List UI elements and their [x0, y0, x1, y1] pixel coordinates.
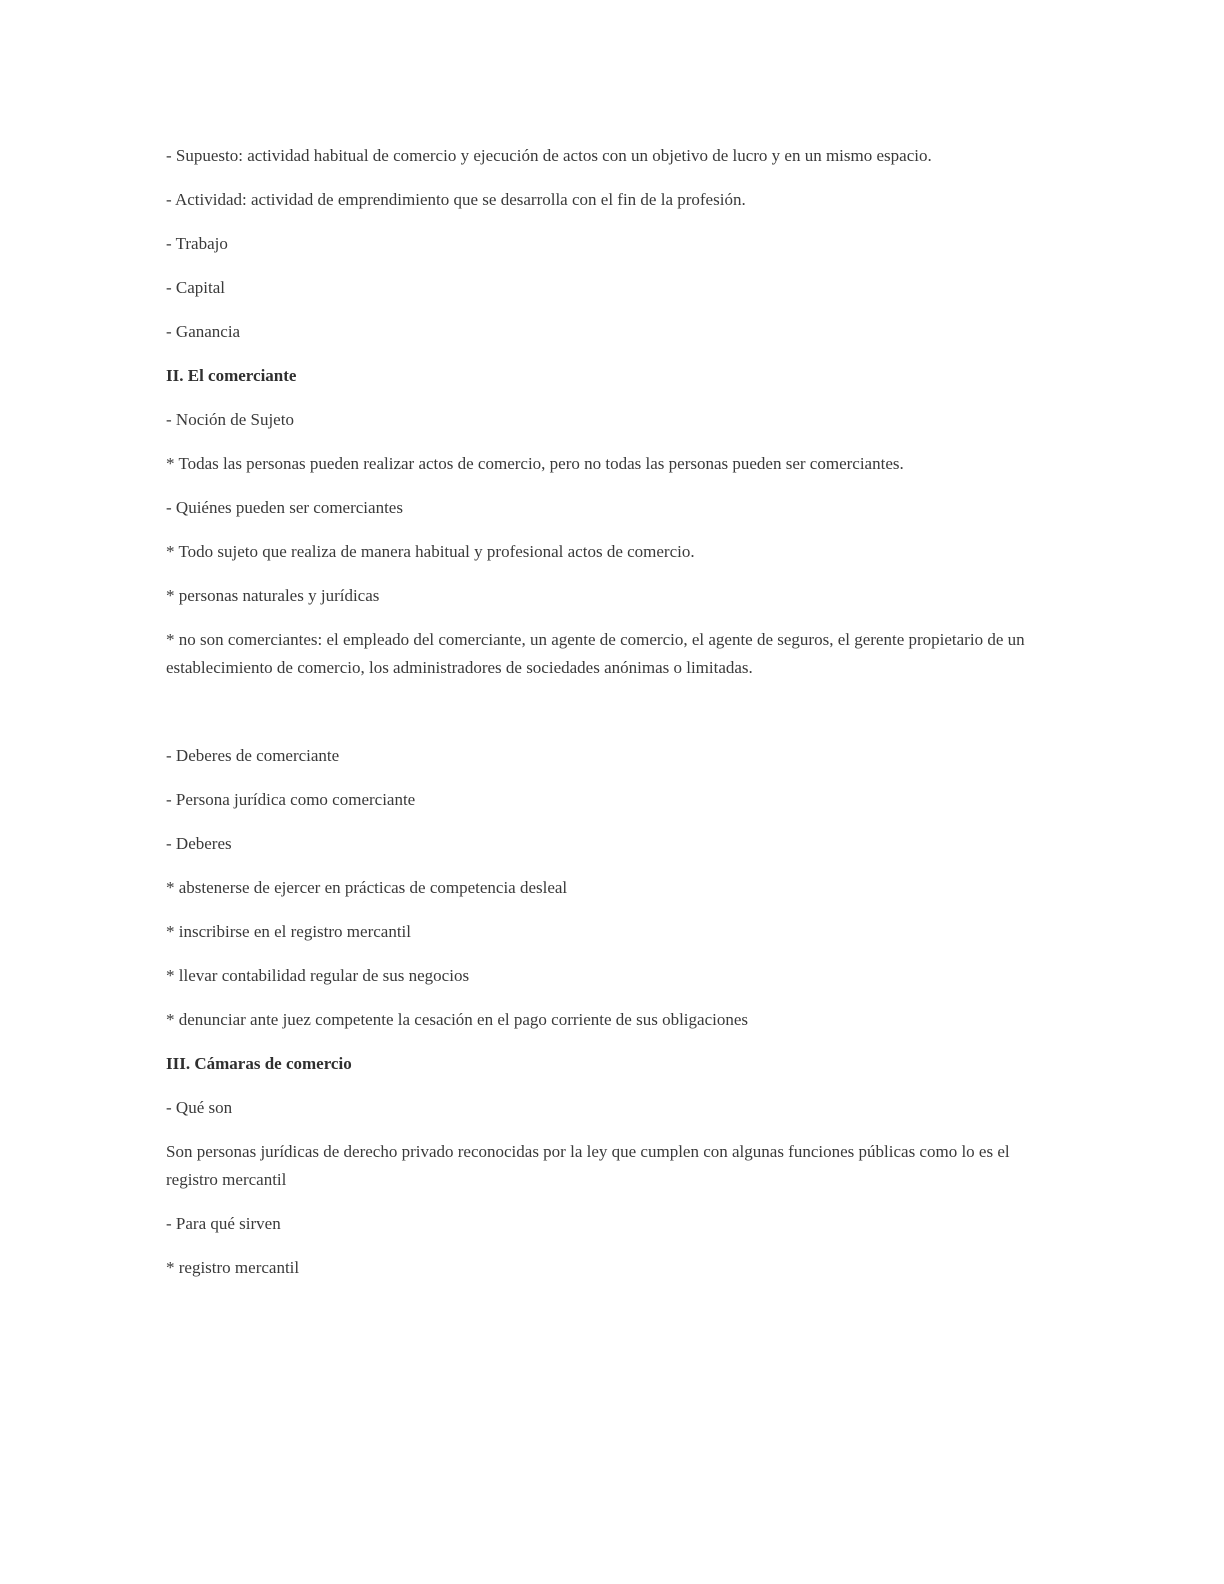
paragraph: * Todas las personas pueden realizar actos de comercio, pero no todas las personas pueden ser comerciantes.	[166, 454, 904, 473]
section-heading: III. Cámaras de comercio	[166, 1054, 352, 1073]
paragraph: - Deberes de comerciante	[166, 746, 340, 765]
paragraph: - Actividad: actividad de emprendimiento que se desarrolla con el fin de la profesión.	[166, 190, 746, 209]
paragraph: * abstenerse de ejercer en prácticas de competencia desleal	[166, 878, 568, 897]
paragraph-group-bottom	[166, 742, 1051, 1282]
paragraph: - Trabajo	[166, 234, 228, 253]
paragraph: - Ganancia	[166, 322, 241, 341]
paragraph: * denunciar ante juez competente la cesación en el pago corriente de sus obligaciones	[166, 1010, 749, 1029]
paragraph: - Persona jurídica como comerciante	[166, 790, 416, 809]
paragraph: * no son comerciantes: el empleado del comerciante, un agente de comercio, el agente de seguros, el gerente propietario de un establecimiento de comercio, los administradores de sociedades anónimas o limitadas.	[166, 630, 1025, 677]
paragraph: * personas naturales y jurídicas	[166, 586, 380, 605]
paragraph: - Quiénes pueden ser comerciantes	[166, 498, 403, 517]
document-body	[166, 142, 1051, 1298]
paragraph: - Para qué sirven	[166, 1214, 281, 1233]
paragraph: - Qué son	[166, 1098, 233, 1117]
paragraph-group-top	[166, 142, 1051, 682]
paragraph: Son personas jurídicas de derecho privado reconocidas por la ley que cumplen con algunas funciones públicas como lo es el registro mercantil	[166, 1142, 1010, 1189]
paragraph: - Noción de Sujeto	[166, 410, 294, 429]
paragraph: * inscribirse en el registro mercantil	[166, 922, 411, 941]
paragraph: * registro mercantil	[166, 1258, 300, 1277]
paragraph: - Supuesto: actividad habitual de comercio y ejecución de actos con un objetivo de lucro y en un mismo espacio.	[166, 146, 932, 165]
paragraph: * llevar contabilidad regular de sus negocios	[166, 966, 470, 985]
section-heading: II. El comerciante	[166, 366, 297, 385]
paragraph: - Capital	[166, 278, 226, 297]
paragraph: * Todo sujeto que realiza de manera habitual y profesional actos de comercio.	[166, 542, 695, 561]
section-spacer	[166, 698, 1051, 742]
paragraph: - Deberes	[166, 834, 232, 853]
